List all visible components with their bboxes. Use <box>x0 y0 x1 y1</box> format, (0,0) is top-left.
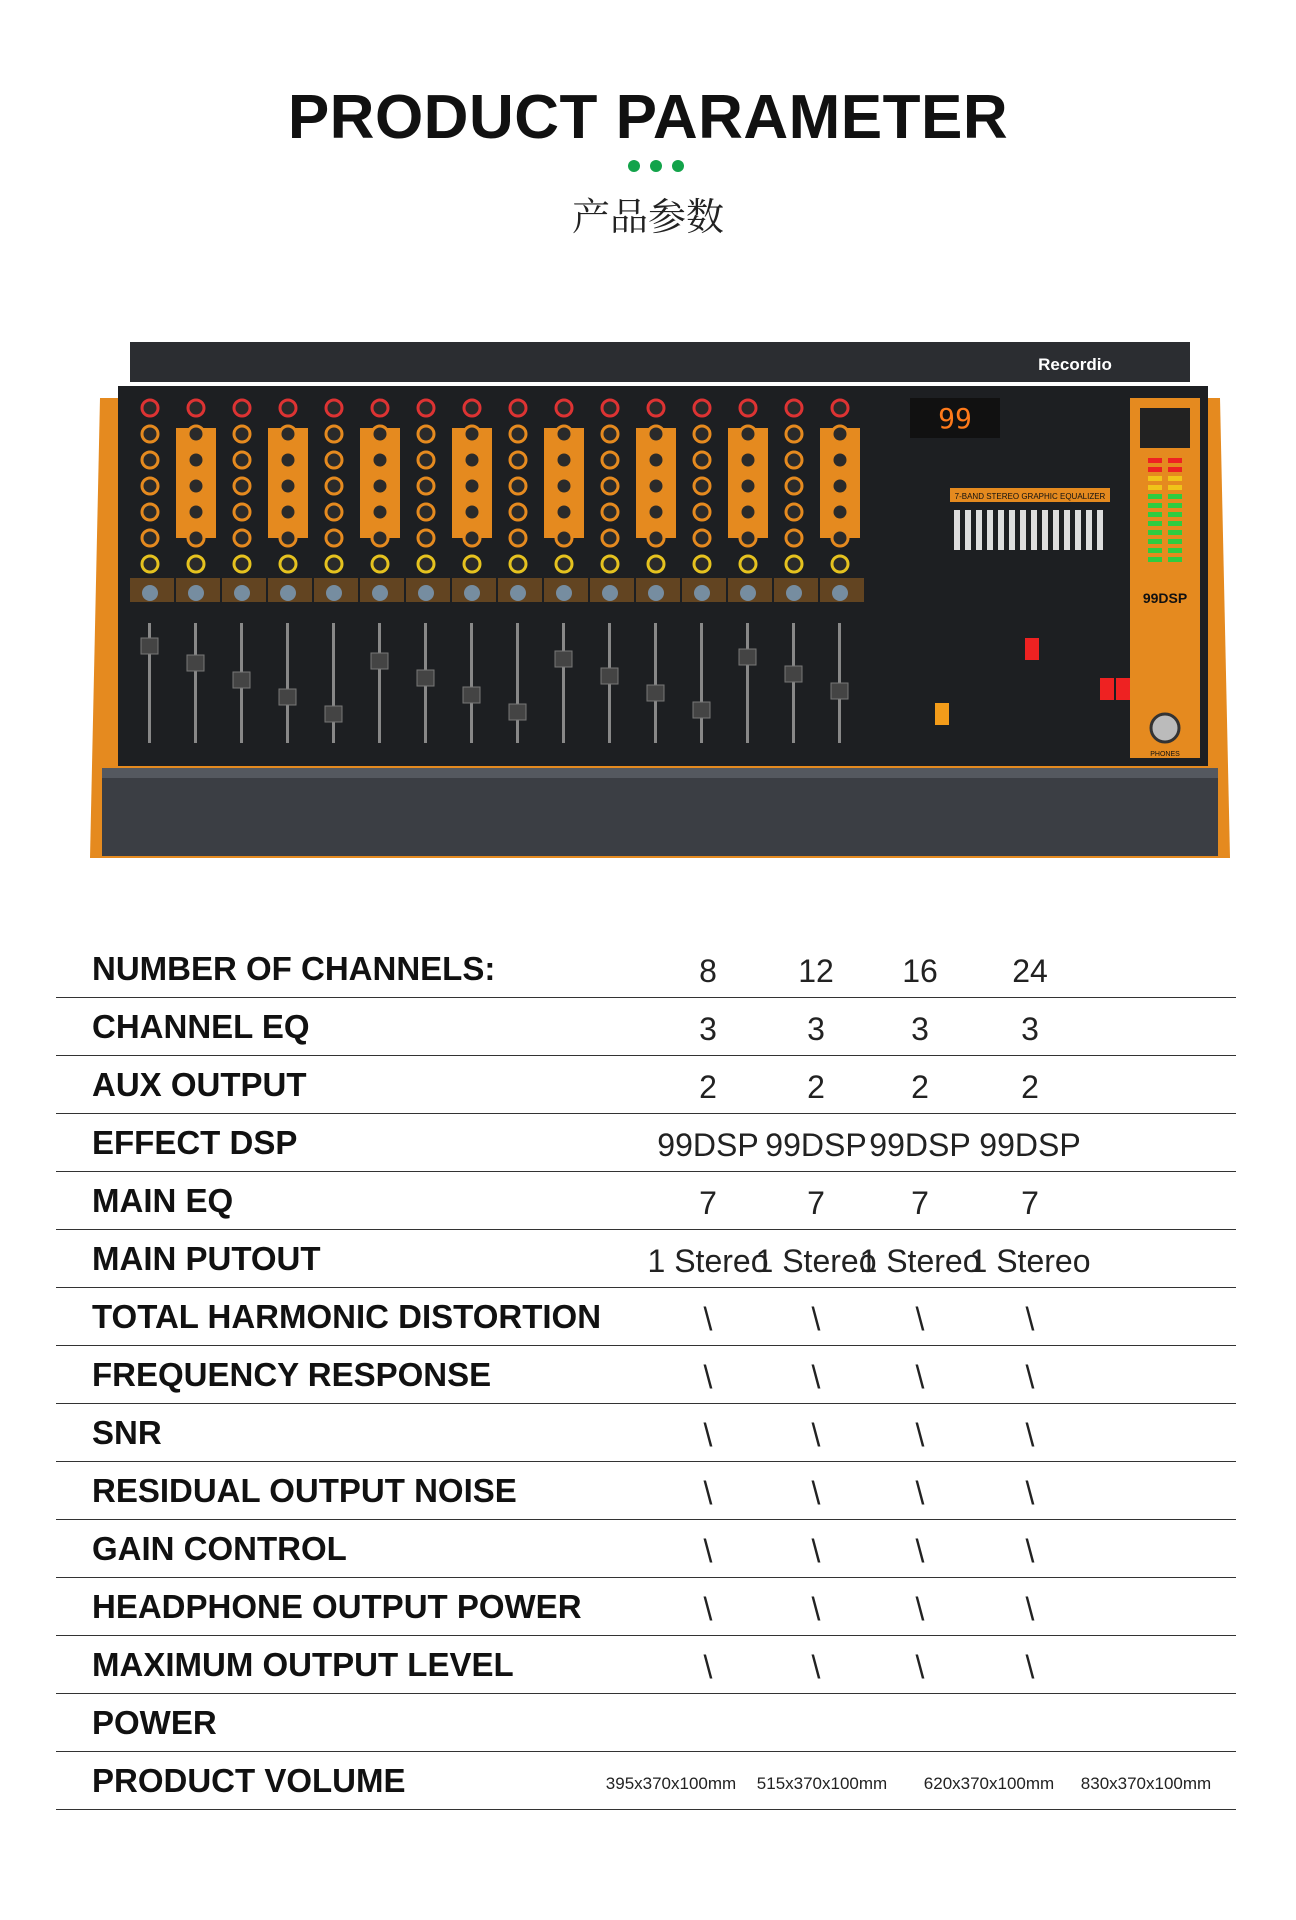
spec-value: \ <box>915 1649 925 1685</box>
spec-value: 8 <box>699 953 717 989</box>
spec-value: 3 <box>911 1011 929 1047</box>
spec-row <box>56 1056 1236 1114</box>
spec-value: \ <box>703 1475 713 1511</box>
spec-value: 2 <box>1021 1069 1039 1105</box>
spec-value: 99DSP <box>979 1127 1081 1163</box>
spec-label: HEADPHONE OUTPUT POWER <box>92 1588 582 1625</box>
dsp-display: 99 <box>938 402 972 435</box>
spec-value: 12 <box>798 953 834 989</box>
spec-row <box>56 1114 1236 1172</box>
eq-label: 7-BAND STEREO GRAPHIC EQUALIZER <box>954 492 1106 501</box>
dot-icon <box>672 160 684 172</box>
spec-value: \ <box>1025 1475 1035 1511</box>
decorative-dots <box>628 160 688 174</box>
spec-row <box>56 940 1236 998</box>
spec-value: 2 <box>699 1069 717 1105</box>
spec-table <box>56 940 1236 1810</box>
spec-row <box>56 1578 1236 1636</box>
page-subtitle: 产品参数 <box>571 195 724 239</box>
spec-value: 1 Stereo <box>969 1243 1091 1279</box>
spec-label: AUX OUTPUT <box>92 1066 307 1103</box>
brand-logo: Recordio <box>1038 355 1112 374</box>
spec-label: PRODUCT VOLUME <box>92 1762 406 1799</box>
spec-row <box>56 1172 1236 1230</box>
spec-value: \ <box>703 1417 713 1453</box>
spec-value: \ <box>1025 1649 1035 1685</box>
spec-value: \ <box>703 1359 713 1395</box>
spec-label: CHANNEL EQ <box>92 1008 310 1045</box>
spec-value: 620x370x100mm <box>923 1774 1055 1793</box>
spec-value: 2 <box>911 1069 929 1105</box>
spec-value: \ <box>811 1591 821 1627</box>
spec-row <box>56 1230 1236 1288</box>
spec-row <box>56 1752 1236 1810</box>
mixer-product-image <box>90 338 1230 868</box>
spec-value: \ <box>1025 1591 1035 1627</box>
spec-value: \ <box>703 1301 713 1337</box>
spec-value: 1 Stereo <box>755 1243 877 1279</box>
spec-label: TOTAL HARMONIC DISTORTION <box>92 1298 602 1335</box>
spec-value: \ <box>915 1301 925 1337</box>
dot-icon <box>628 160 640 172</box>
spec-value: 7 <box>1021 1185 1039 1221</box>
spec-row <box>56 1694 1236 1752</box>
spec-value: \ <box>811 1533 821 1569</box>
spec-label: FREQUENCY RESPONSE <box>92 1356 492 1393</box>
spec-value: 24 <box>1012 953 1048 989</box>
spec-value: 16 <box>902 953 938 989</box>
spec-row <box>56 1346 1236 1404</box>
spec-value: \ <box>811 1649 821 1685</box>
spec-label: RESIDUAL OUTPUT NOISE <box>92 1472 517 1509</box>
page-title: PRODUCT PARAMETER <box>287 83 1009 152</box>
spec-row <box>56 1288 1236 1346</box>
spec-value: 7 <box>911 1185 929 1221</box>
spec-row <box>56 1462 1236 1520</box>
spec-value: 99DSP <box>869 1127 971 1163</box>
spec-value: 3 <box>807 1011 825 1047</box>
spec-label: MAIN PUTOUT <box>92 1240 321 1277</box>
spec-value: 7 <box>699 1185 717 1221</box>
dot-icon <box>650 160 662 172</box>
spec-value: \ <box>1025 1359 1035 1395</box>
phones-label: PHONES <box>1150 751 1180 758</box>
spec-value: 7 <box>807 1185 825 1221</box>
spec-value: 3 <box>699 1011 717 1047</box>
spec-value: 515x370x100mm <box>756 1774 888 1793</box>
spec-value: \ <box>915 1359 925 1395</box>
spec-row <box>56 1404 1236 1462</box>
spec-value: \ <box>1025 1417 1035 1453</box>
spec-label: SNR <box>92 1414 162 1451</box>
spec-value: 395x370x100mm <box>605 1774 737 1793</box>
spec-value: \ <box>703 1649 713 1685</box>
spec-value: 830x370x100mm <box>1080 1774 1212 1793</box>
spec-value: 3 <box>1021 1011 1039 1047</box>
spec-row <box>56 1520 1236 1578</box>
spec-value: \ <box>915 1475 925 1511</box>
spec-label: POWER <box>92 1704 217 1741</box>
spec-row <box>56 998 1236 1056</box>
spec-value: \ <box>811 1359 821 1395</box>
spec-value: 99DSP <box>657 1127 759 1163</box>
spec-label: MAXIMUM OUTPUT LEVEL <box>92 1646 514 1683</box>
spec-value: \ <box>811 1417 821 1453</box>
spec-value: \ <box>1025 1301 1035 1337</box>
spec-value: 2 <box>807 1069 825 1105</box>
spec-label: EFFECT DSP <box>92 1124 298 1161</box>
spec-value: \ <box>703 1591 713 1627</box>
spec-value: \ <box>811 1475 821 1511</box>
spec-row <box>56 1636 1236 1694</box>
spec-value: 99DSP <box>765 1127 867 1163</box>
spec-value: \ <box>915 1591 925 1627</box>
spec-value: 1 Stereo <box>859 1243 981 1279</box>
spec-label: GAIN CONTROL <box>92 1530 347 1567</box>
spec-value: \ <box>811 1301 821 1337</box>
dsp-label: 99DSP <box>1142 590 1188 606</box>
spec-label: MAIN EQ <box>92 1182 234 1219</box>
spec-value: \ <box>1025 1533 1035 1569</box>
spec-value: \ <box>915 1533 925 1569</box>
spec-label: NUMBER OF CHANNELS: <box>92 950 496 987</box>
spec-value: 1 Stereo <box>647 1243 769 1279</box>
spec-value: \ <box>703 1533 713 1569</box>
spec-value: \ <box>915 1417 925 1453</box>
